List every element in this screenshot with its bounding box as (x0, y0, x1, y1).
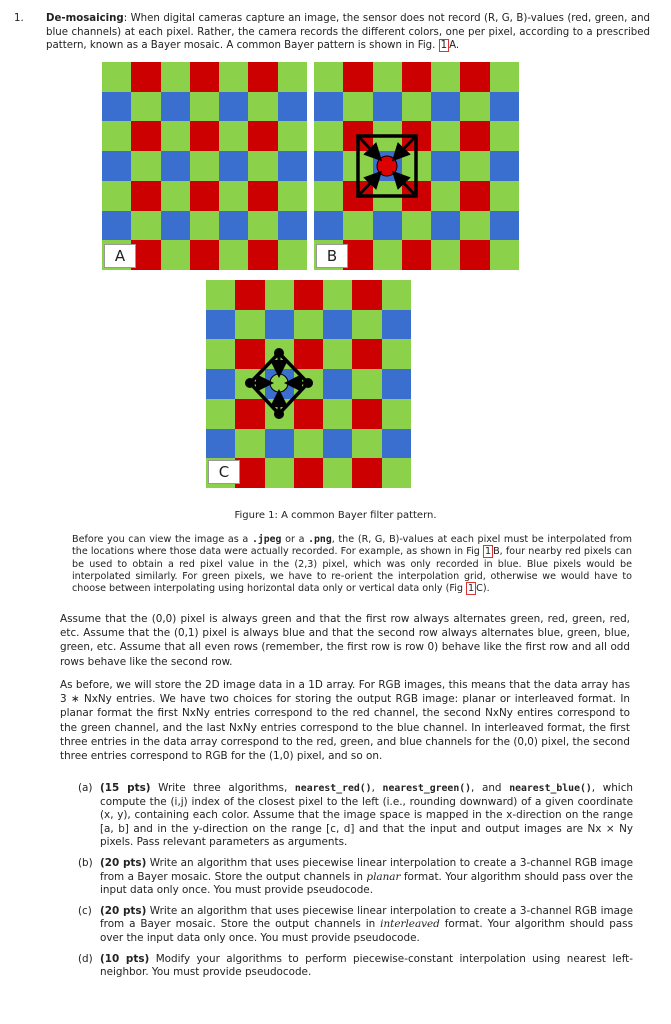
bayer-cell (278, 181, 307, 211)
part-c (78, 905, 633, 946)
bayer-cell (161, 181, 190, 211)
bayer-cell (219, 121, 248, 151)
problem-intro-end: A. (449, 40, 460, 52)
part-c-label: (c) (78, 904, 92, 917)
problem-title: De-mosaicing (46, 13, 124, 24)
bayer-cell (219, 240, 248, 270)
interleaved-emphasis: interleaved (380, 918, 440, 931)
bayer-cell (161, 121, 190, 151)
p1-text-or: or a (281, 534, 309, 545)
bayer-cell (219, 92, 248, 122)
problem-intro (14, 12, 650, 53)
bayer-cell (102, 181, 131, 211)
part-a-text: , (371, 782, 383, 794)
part-a-text: , and (471, 782, 510, 794)
bayer-cell (190, 151, 219, 181)
part-b-text: format. Your algorithm should pass over the input data only once. You must provide pseudocode. (100, 870, 633, 897)
bayer-cell (161, 92, 190, 122)
bayer-cell (278, 211, 307, 241)
figure-ref-link[interactable]: 1 (468, 583, 475, 595)
bayer-cell (278, 92, 307, 122)
bayer-cell (190, 92, 219, 122)
part-d-label: (d) (78, 952, 93, 965)
part-a-text: , which compute the (i,j) index of the closest pixel to the left (i.e., rounding downward) of a given coordinate (x, y), containing each color. Assume that the image space is mapped in the x-direction on the range [a, b] and in the y-direction on the range [c, d] and that the input and output images are Nx × Ny pixels. Pass relevant parameters as arguments. (100, 782, 633, 849)
bayer-cell (278, 151, 307, 181)
interpolation-diamond-arrows (206, 280, 411, 488)
part-d (78, 953, 633, 980)
bayer-cell (248, 151, 277, 181)
bayer-cell (248, 62, 277, 92)
bayer-cell (190, 240, 219, 270)
target-dot-c (270, 374, 288, 392)
bayer-cell (131, 92, 160, 122)
bayer-cell (248, 92, 277, 122)
bayer-cell (190, 181, 219, 211)
bayer-cell (190, 121, 219, 151)
bayer-cell (248, 211, 277, 241)
bayer-panel-a (102, 62, 307, 270)
part-b-points: (20 pts) (100, 856, 147, 869)
part-c-text: Write an algorithm that uses piecewise linear interpolation to create a 3-channel RGB image from a Bayer mosaic. Store the output channels in (100, 904, 633, 931)
part-c-text: format. Your algorithm should pass over the input data only once. You must provide pseudocode. (100, 918, 633, 944)
fn-nearest-red: nearest_red() (294, 783, 372, 794)
panel-label-b: B (316, 244, 348, 268)
fn-nearest-blue: nearest_blue() (509, 783, 592, 794)
part-a (78, 782, 633, 850)
panel-label-a: A (104, 244, 136, 268)
bayer-cell (131, 121, 160, 151)
bayer-cell (219, 181, 248, 211)
figure-caption: Figure 1: A common Bayer filter pattern. (234, 510, 437, 521)
problem-number: 1. (14, 13, 24, 24)
bayer-cell (131, 151, 160, 181)
part-b-label: (b) (78, 856, 93, 869)
part-a-points: (15 pts) (100, 782, 151, 794)
bayer-cell (219, 62, 248, 92)
bayer-cell (131, 211, 160, 241)
paragraph-assumptions: Assume that the (0,0) pixel is always green and that the first row always alternates green, red, green, red, etc. Assume that the (0,1) pixel is always blue and that the second row always alternates blue, green, blue, green, etc. Assume that all even rows (remember, the first row is row 0) behave like the first row and all odd rows behave like the second row. (60, 613, 630, 668)
part-b-text: Write an algorithm that uses piecewise linear interpolation to create a 3-channel RGB image from a Bayer mosaic. Store the output channels in (100, 856, 633, 883)
jpeg-ext: .jpeg (251, 534, 282, 545)
bayer-cell (102, 121, 131, 151)
bayer-cell (161, 62, 190, 92)
bayer-cell (248, 240, 277, 270)
part-d-points: (10 pts) (100, 952, 150, 965)
target-dot-b (377, 156, 397, 176)
part-b (78, 857, 633, 898)
p1-text-b: , the (R, G, B)-values at each pixel must be interpolated from the locations where those data were actually recorded. For example, as shown in Fig (72, 534, 632, 558)
panel-label-c: C (208, 460, 240, 484)
planar-emphasis: planar (366, 870, 401, 883)
bayer-cell (102, 92, 131, 122)
bayer-cell (102, 211, 131, 241)
paragraph-interpolation (72, 534, 632, 595)
part-a-label: (a) (78, 782, 93, 794)
problem-intro-text: : When digital cameras capture an image, the sensor does not record (R, G, B)-values (red, green, and blue channels) at each pixel. Rather, the camera records the different colors, one per pixel, according to a prescribed pattern, known as a Bayer mosaic. A common Bayer pattern is shown in Fig. (46, 13, 650, 52)
bayer-cell (131, 62, 160, 92)
bayer-cell (278, 240, 307, 270)
figure-ref-link[interactable]: 1 (440, 40, 448, 52)
p1-text-d: C). (476, 583, 490, 595)
question-parts (78, 782, 633, 987)
p1-text-c: B, four nearby red pixels can be used to obtain a red pixel value in the (2,3) pixel, which was only recorded in blue. Blue pixels would be interpolated similarly. For green pixels, we have to re-orient the interpolation grid, otherwise we would have to choose between interpolating using horizontal data only or vertical data only (Fig (72, 546, 632, 595)
bayer-cell (278, 121, 307, 151)
bayer-cell (161, 211, 190, 241)
interpolation-square-arrows (314, 62, 519, 270)
part-d-text: Modify your algorithms to perform piecewise-constant interpolation using nearest left-neighbor. You must provide pseudocode. (100, 952, 633, 979)
png-ext: .png (308, 534, 332, 545)
fn-nearest-green: nearest_green() (382, 783, 472, 794)
bayer-cell (219, 211, 248, 241)
bayer-cell (190, 62, 219, 92)
bayer-cell (131, 181, 160, 211)
bayer-cell (161, 240, 190, 270)
figure-ref-link[interactable]: 1 (484, 546, 492, 558)
bayer-cell (102, 151, 131, 181)
part-c-points: (20 pts) (100, 904, 147, 917)
bayer-cell (278, 62, 307, 92)
bayer-cell (248, 121, 277, 151)
bayer-cell (190, 211, 219, 241)
bayer-cell (248, 181, 277, 211)
bayer-cell (219, 151, 248, 181)
bayer-cell (102, 62, 131, 92)
p1-text-a: Before you can view the image as a (72, 534, 252, 545)
part-a-text: Write three algorithms, (150, 782, 295, 794)
paragraph-storage: As before, we will store the 2D image data in a 1D array. For RGB images, this means that the data array has 3 ∗ NxNy entries. We have two choices for storing the output RGB image: planar or interleaved format. In planar format the first NxNy entries correspond to the red channel, the second NxNy entires correspond to the green channel, and the last NxNy entries correspond to the blue channel. In interleaved format, the first three entries in the data array correspond to the red, green, and blue channels for the (0,0) pixel, the second three entries correspond to RGB for the (1,0) pixel, and so on. (60, 679, 630, 763)
bayer-cell (161, 151, 190, 181)
